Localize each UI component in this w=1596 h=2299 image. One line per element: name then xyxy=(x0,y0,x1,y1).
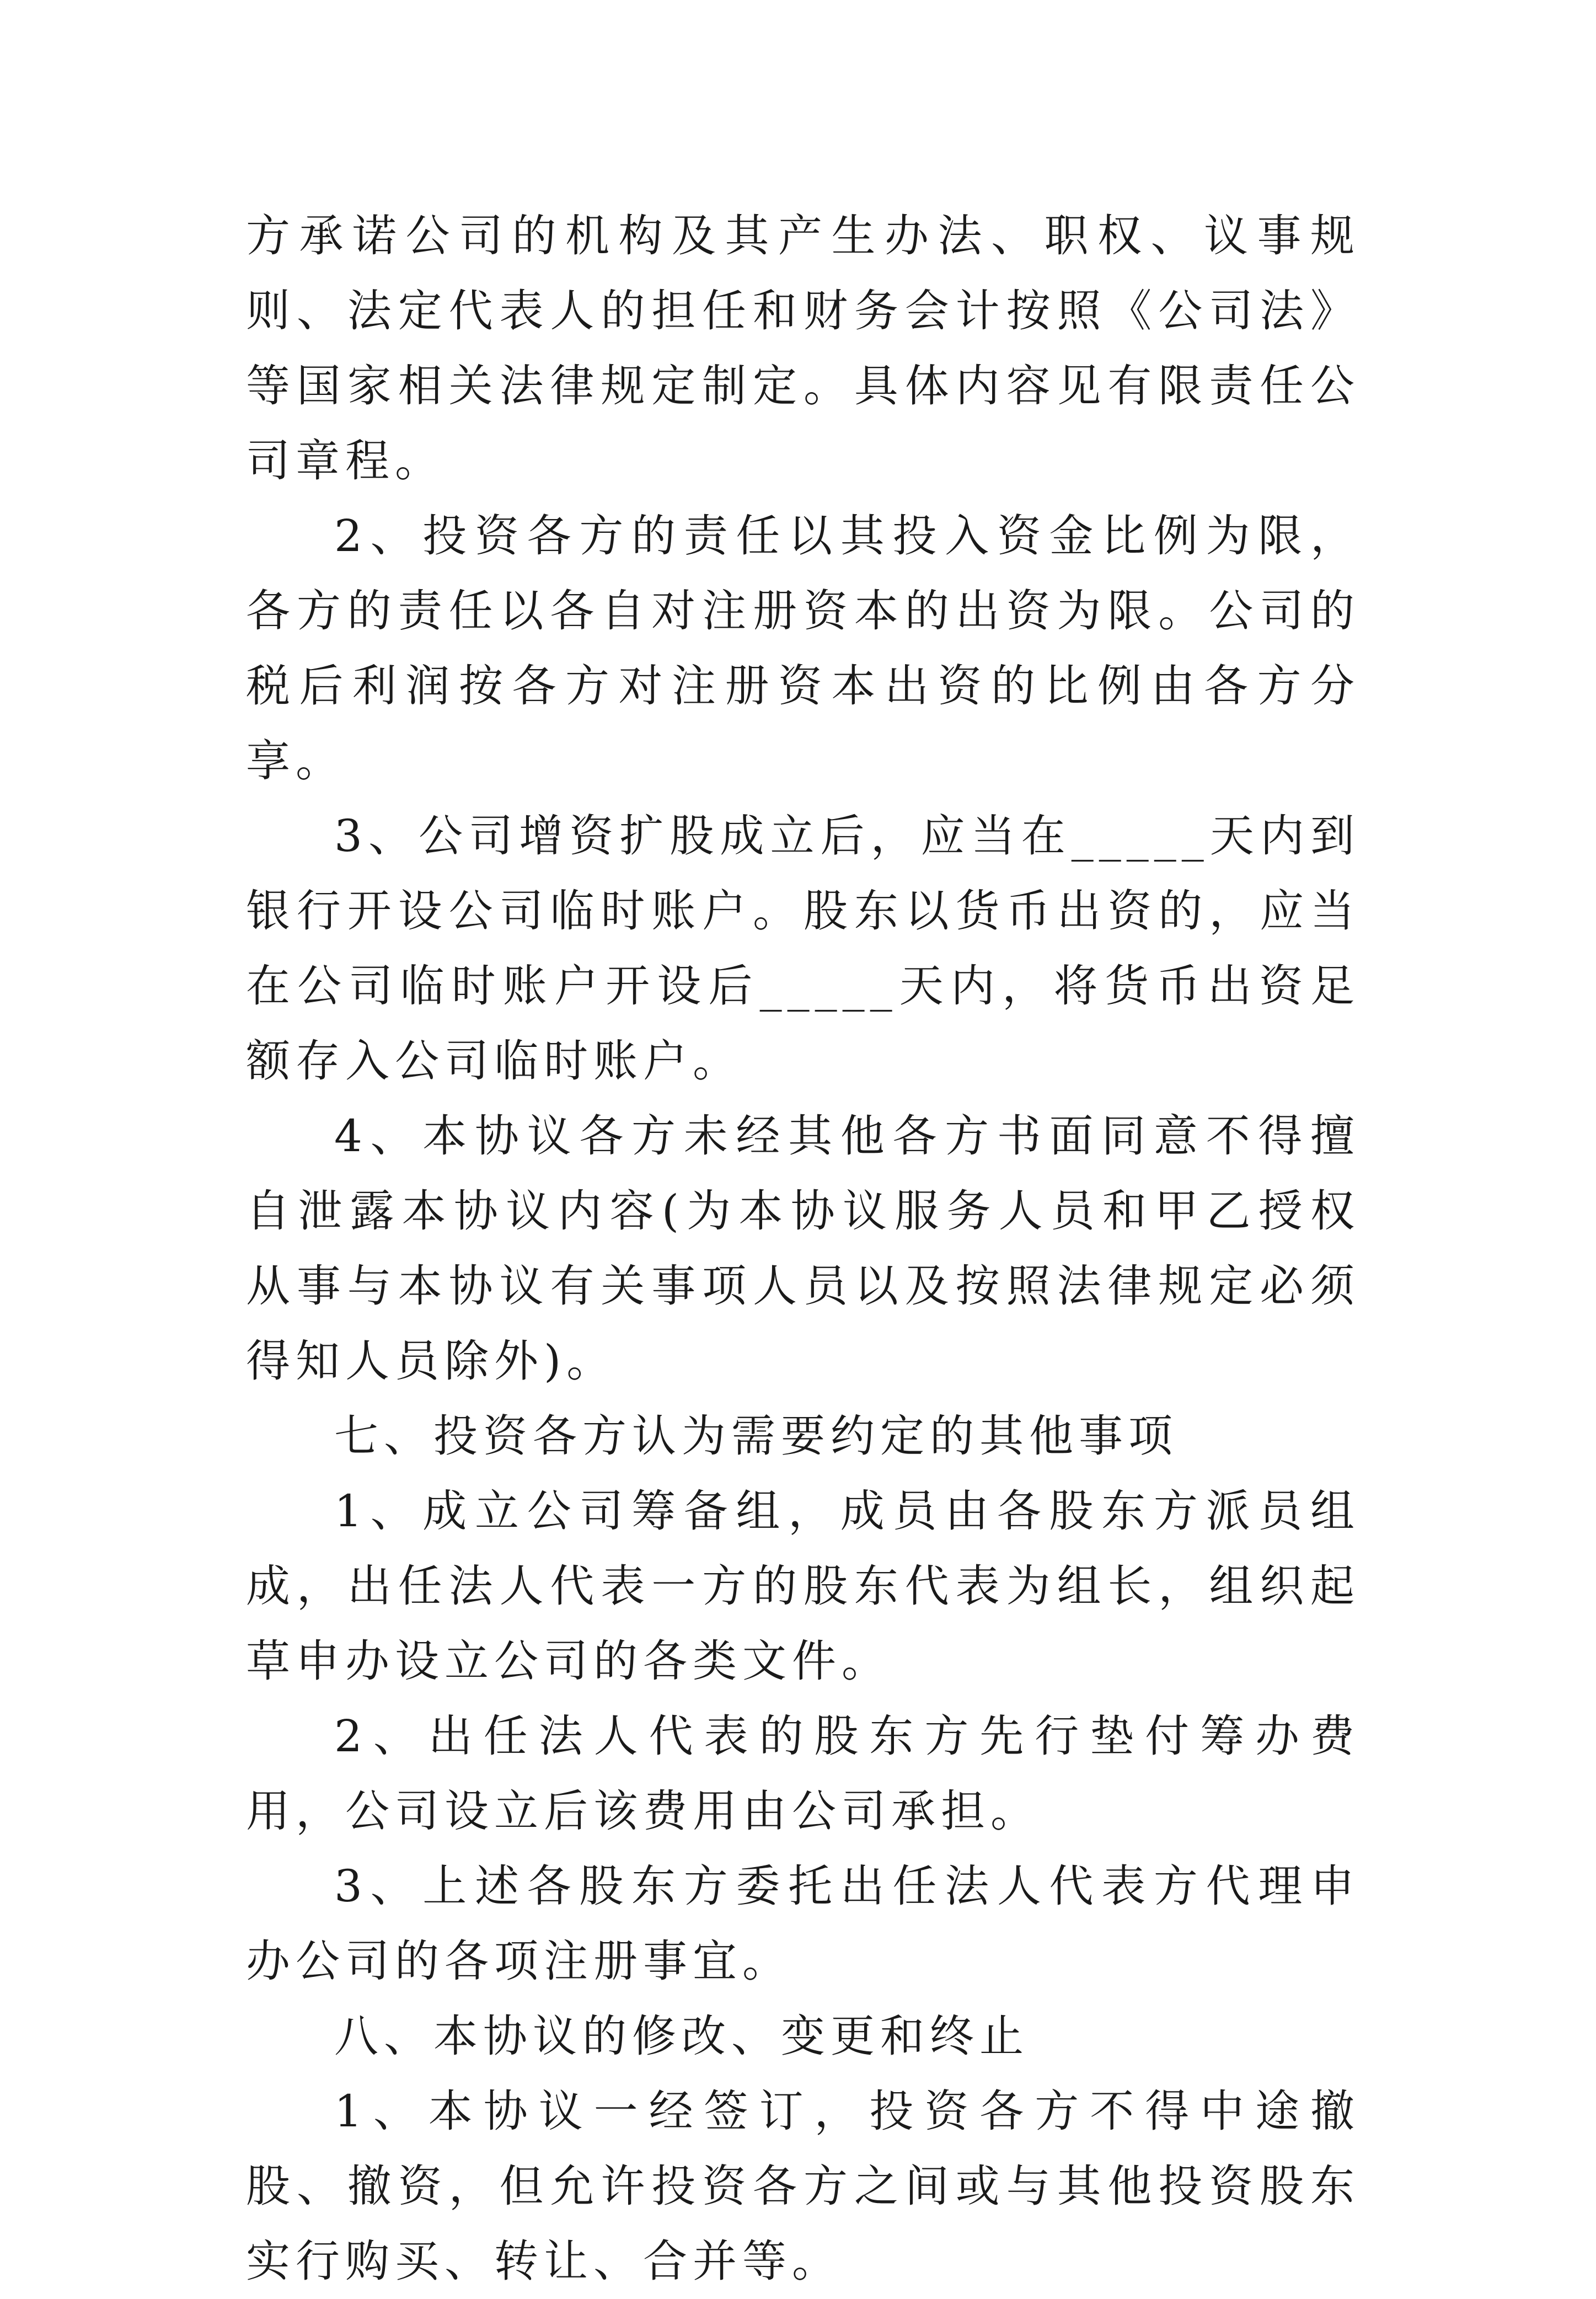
paragraph-registration-agent: 3、上述各股东方委托出任法人代表方代理申办公司的各项注册事宜。 xyxy=(246,1860,1360,1987)
paragraph-temporary-account: 3、公司增资扩股成立后，应当在_____天内到银行开设公司临时账户。股东以货币出资的，应当在公司临时账户开设后_____天内，将货币出资足额存入公司临时账户。 xyxy=(246,810,1360,1087)
paragraph-liability-limit: 2、投资各方的责任以其投入资金比例为限，各方的责任以各自对注册资本的出资为限。公司的税后利润按各方对注册资本出资的比例由各方分享。 xyxy=(246,510,1360,787)
paragraph-articles-continuation: 方承诺公司的机构及其产生办法、职权、议事规则、法定代表人的担任和财务会计按照《公司法》等国家相关法律规定制定。具体内容见有限责任公司章程。 xyxy=(246,210,1360,486)
paragraph-preparation-costs: 2、出任法人代表的股东方先行垫付筹办费用，公司设立后该费用由公司承担。 xyxy=(246,1710,1360,1837)
paragraph-confidentiality: 4、本协议各方未经其他各方书面同意不得擅自泄露本协议内容(为本协议服务人员和甲乙授权从事与本协议有关事项人员以及按照法律规定必须得知人员除外)。 xyxy=(246,1110,1360,1387)
paragraph-preparatory-group: 1、成立公司筹备组，成员由各股东方派员组成，出任法人代表一方的股东代表为组长，组织起草申办设立公司的各类文件。 xyxy=(246,1485,1360,1687)
document-body xyxy=(246,199,1360,2299)
section-heading-amendment-termination: 八、本协议的修改、变更和终止 xyxy=(334,2011,1029,2062)
section-heading-other-matters: 七、投资各方认为需要约定的其他事项 xyxy=(334,1410,1178,1462)
paragraph-no-withdrawal: 1、本协议一经签订，投资各方不得中途撤股、撤资，但允许投资各方之间或与其他投资股东实行购买、转让、合并等。 xyxy=(246,2086,1360,2287)
